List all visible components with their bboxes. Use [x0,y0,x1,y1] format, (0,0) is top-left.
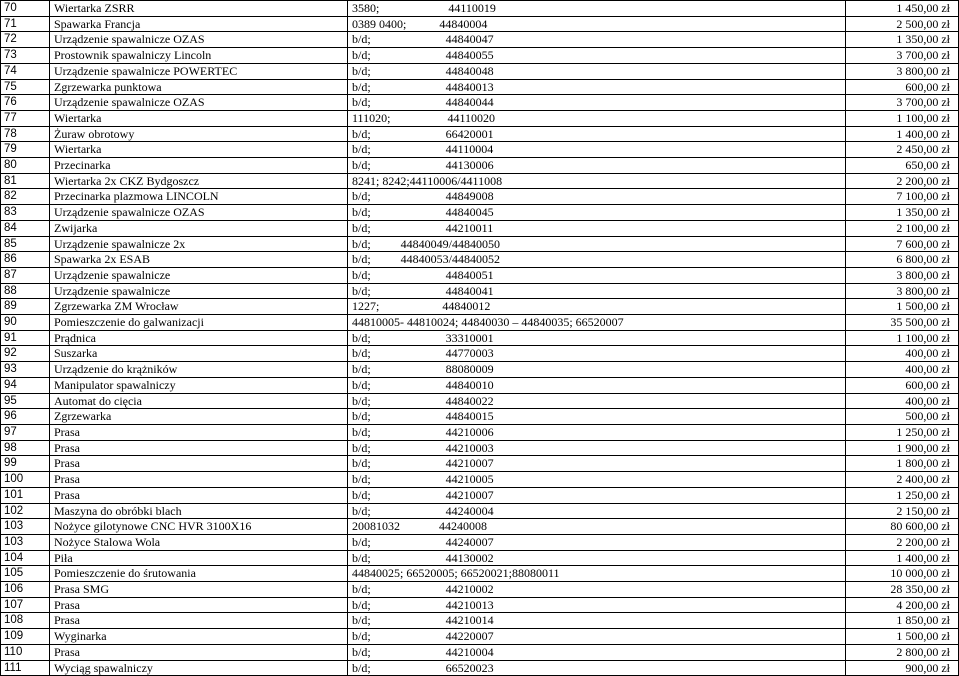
table-row [1,63,959,79]
item-name-cell: Urządzenie spawalnicze [50,283,348,299]
item-identifier-cell: b/d; 44840013 [348,79,846,95]
table-row [1,126,959,142]
row-number-cell: 99 [1,456,50,472]
row-number-cell: 100 [1,472,50,488]
item-identifier-cell: 111020; 44110020 [348,110,846,126]
row-number-cell: 78 [1,126,50,142]
item-name-cell: Żuraw obrotowy [50,126,348,142]
item-name-cell: Prasa [50,613,348,629]
table-row [1,1,959,17]
item-identifier-cell: 3580; 44110019 [348,1,846,17]
item-identifier-cell: b/d; 44210006 [348,424,846,440]
item-value-cell: 1 500,00 zł [846,629,959,645]
table-row [1,220,959,236]
item-value-cell: 1 400,00 zł [846,126,959,142]
table-row [1,236,959,252]
item-name-cell: Nożyce Stalowa Wola [50,534,348,550]
row-number-cell: 70 [1,1,50,17]
item-name-cell: Wiertarka 2x CKZ Bydgoszcz [50,173,348,189]
row-number-cell: 89 [1,299,50,315]
row-number-cell: 105 [1,566,50,582]
table-row [1,660,959,676]
row-number-cell: 81 [1,173,50,189]
item-value-cell: 600,00 zł [846,377,959,393]
item-name-cell: Urządzenie spawalnicze POWERTEC [50,63,348,79]
item-name-cell: Prasa [50,597,348,613]
item-name-cell: Urządzenie spawalnicze 2x [50,236,348,252]
item-value-cell: 400,00 zł [846,362,959,378]
item-identifier-cell: b/d; 44240007 [348,534,846,550]
row-number-cell: 90 [1,315,50,331]
item-identifier-cell: 20081032 44240008 [348,519,846,535]
item-identifier-cell: b/d; 44210007 [348,456,846,472]
item-value-cell: 4 200,00 zł [846,597,959,613]
item-identifier-cell: b/d; 44849008 [348,189,846,205]
item-value-cell: 80 600,00 zł [846,519,959,535]
item-value-cell: 1 900,00 zł [846,440,959,456]
item-name-cell: Manipulator spawalniczy [50,377,348,393]
row-number-cell: 98 [1,440,50,456]
table-row [1,158,959,174]
table-row [1,409,959,425]
row-number-cell: 79 [1,142,50,158]
item-name-cell: Prasa [50,456,348,472]
item-identifier-cell: b/d; 44840049/44840050 [348,236,846,252]
row-number-cell: 87 [1,267,50,283]
item-name-cell: Wiertarka ZSRR [50,1,348,17]
table-row [1,629,959,645]
table-row [1,267,959,283]
item-identifier-cell: b/d; 44770003 [348,346,846,362]
item-identifier-cell: b/d; 44210002 [348,582,846,598]
table-row [1,487,959,503]
row-number-cell: 86 [1,252,50,268]
item-name-cell: Urządzenie spawalnicze OZAS [50,32,348,48]
item-value-cell: 650,00 zł [846,158,959,174]
item-name-cell: Prądnica [50,330,348,346]
item-value-cell: 10 000,00 zł [846,566,959,582]
table-row [1,95,959,111]
item-name-cell: Spawarka Francja [50,16,348,32]
item-value-cell: 1 500,00 zł [846,299,959,315]
item-value-cell: 3 800,00 zł [846,267,959,283]
row-number-cell: 92 [1,346,50,362]
item-value-cell: 6 800,00 zł [846,252,959,268]
item-value-cell: 1 250,00 zł [846,424,959,440]
item-name-cell: Urządzenie spawalnicze [50,267,348,283]
item-value-cell: 3 700,00 zł [846,95,959,111]
item-name-cell: Wiertarka [50,110,348,126]
item-name-cell: Prasa [50,644,348,660]
row-number-cell: 103 [1,534,50,550]
table-row [1,173,959,189]
item-identifier-cell: b/d; 44840053/44840052 [348,252,846,268]
item-value-cell: 28 350,00 zł [846,582,959,598]
item-name-cell: Prasa [50,487,348,503]
row-number-cell: 76 [1,95,50,111]
table-row [1,362,959,378]
row-number-cell: 88 [1,283,50,299]
item-name-cell: Prasa [50,424,348,440]
item-name-cell: Piła [50,550,348,566]
table-row [1,456,959,472]
table-row [1,534,959,550]
table-row [1,79,959,95]
row-number-cell: 108 [1,613,50,629]
item-value-cell: 1 450,00 zł [846,1,959,17]
item-identifier-cell: b/d; 44210014 [348,613,846,629]
inventory-table-body [1,1,959,676]
row-number-cell: 82 [1,189,50,205]
table-row [1,644,959,660]
item-identifier-cell: b/d; 44840041 [348,283,846,299]
item-identifier-cell: b/d; 44210007 [348,487,846,503]
item-value-cell: 500,00 zł [846,409,959,425]
item-value-cell: 600,00 zł [846,79,959,95]
row-number-cell: 74 [1,63,50,79]
item-value-cell: 1 100,00 zł [846,110,959,126]
item-name-cell: Wiertarka [50,142,348,158]
item-name-cell: Maszyna do obróbki blach [50,503,348,519]
item-identifier-cell: b/d; 33310001 [348,330,846,346]
item-name-cell: Wyginarka [50,629,348,645]
item-identifier-cell: b/d; 44840055 [348,48,846,64]
item-value-cell: 1 350,00 zł [846,32,959,48]
row-number-cell: 104 [1,550,50,566]
item-identifier-cell: b/d; 44210013 [348,597,846,613]
item-value-cell: 2 200,00 zł [846,534,959,550]
table-row [1,393,959,409]
row-number-cell: 73 [1,48,50,64]
item-identifier-cell: b/d; 44840048 [348,63,846,79]
table-row [1,440,959,456]
item-identifier-cell: b/d; 44840045 [348,205,846,221]
table-row [1,377,959,393]
table-row [1,283,959,299]
row-number-cell: 71 [1,16,50,32]
item-value-cell: 1 350,00 zł [846,205,959,221]
item-name-cell: Przecinarka [50,158,348,174]
item-value-cell: 1 100,00 zł [846,330,959,346]
item-identifier-cell: b/d; 66520023 [348,660,846,676]
row-number-cell: 101 [1,487,50,503]
table-row [1,519,959,535]
item-value-cell: 1 850,00 zł [846,613,959,629]
item-value-cell: 900,00 zł [846,660,959,676]
item-identifier-cell: b/d; 44210011 [348,220,846,236]
item-name-cell: Prasa SMG [50,582,348,598]
item-value-cell: 400,00 zł [846,346,959,362]
item-value-cell: 3 800,00 zł [846,283,959,299]
item-identifier-cell: b/d; 44840022 [348,393,846,409]
item-identifier-cell: b/d; 44130002 [348,550,846,566]
row-number-cell: 96 [1,409,50,425]
row-number-cell: 80 [1,158,50,174]
item-value-cell: 2 150,00 zł [846,503,959,519]
table-row [1,252,959,268]
table-row [1,582,959,598]
item-name-cell: Urządzenie do krążników [50,362,348,378]
item-name-cell: Automat do cięcia [50,393,348,409]
table-row [1,503,959,519]
item-name-cell: Prasa [50,440,348,456]
table-row [1,550,959,566]
item-value-cell: 2 450,00 zł [846,142,959,158]
row-number-cell: 109 [1,629,50,645]
item-name-cell: Nożyce gilotynowe CNC HVR 3100X16 [50,519,348,535]
item-name-cell: Pomieszczenie do śrutowania [50,566,348,582]
table-row [1,472,959,488]
item-name-cell: Urządzenie spawalnicze OZAS [50,95,348,111]
row-number-cell: 97 [1,424,50,440]
item-identifier-cell: 44810005- 44810024; 44840030 – 44840035; 66520007 [348,315,846,331]
item-identifier-cell: b/d; 44840010 [348,377,846,393]
item-identifier-cell: b/d; 44840051 [348,267,846,283]
item-value-cell: 2 500,00 zł [846,16,959,32]
item-identifier-cell: b/d; 44210004 [348,644,846,660]
row-number-cell: 83 [1,205,50,221]
item-identifier-cell: b/d; 44240004 [348,503,846,519]
table-row [1,299,959,315]
item-name-cell: Urządzenie spawalnicze OZAS [50,205,348,221]
item-value-cell: 2 200,00 zł [846,173,959,189]
item-value-cell: 3 800,00 zł [846,63,959,79]
item-name-cell: Zgrzewarka ZM Wrocław [50,299,348,315]
table-row [1,566,959,582]
item-identifier-cell: b/d; 44840015 [348,409,846,425]
item-name-cell: Wyciąg spawalniczy [50,660,348,676]
table-row [1,142,959,158]
item-name-cell: Przecinarka plazmowa LINCOLN [50,189,348,205]
table-row [1,110,959,126]
item-value-cell: 7 100,00 zł [846,189,959,205]
item-value-cell: 35 500,00 zł [846,315,959,331]
item-identifier-cell: b/d; 44130006 [348,158,846,174]
item-value-cell: 1 250,00 zł [846,487,959,503]
item-identifier-cell: 44840025; 66520005; 66520021;88080011 [348,566,846,582]
item-name-cell: Prasa [50,472,348,488]
table-row [1,424,959,440]
table-row [1,597,959,613]
row-number-cell: 91 [1,330,50,346]
row-number-cell: 103 [1,519,50,535]
row-number-cell: 106 [1,582,50,598]
row-number-cell: 110 [1,644,50,660]
item-name-cell: Zwijarka [50,220,348,236]
item-name-cell: Pomieszczenie do galwanizacji [50,315,348,331]
item-identifier-cell: 1227; 44840012 [348,299,846,315]
item-identifier-cell: 0389 0400; 44840004 [348,16,846,32]
table-row [1,16,959,32]
row-number-cell: 94 [1,377,50,393]
item-value-cell: 3 700,00 zł [846,48,959,64]
table-row [1,330,959,346]
table-row [1,32,959,48]
item-identifier-cell: b/d; 44840047 [348,32,846,48]
row-number-cell: 93 [1,362,50,378]
item-identifier-cell: b/d; 44840044 [348,95,846,111]
row-number-cell: 72 [1,32,50,48]
table-row [1,189,959,205]
table-row [1,613,959,629]
item-name-cell: Spawarka 2x ESAB [50,252,348,268]
item-value-cell: 400,00 zł [846,393,959,409]
row-number-cell: 95 [1,393,50,409]
item-identifier-cell: b/d; 44210003 [348,440,846,456]
item-identifier-cell: b/d; 44220007 [348,629,846,645]
table-row [1,346,959,362]
item-value-cell: 2 400,00 zł [846,472,959,488]
item-name-cell: Zgrzewarka [50,409,348,425]
row-number-cell: 111 [1,660,50,676]
item-value-cell: 2 800,00 zł [846,644,959,660]
item-value-cell: 2 100,00 zł [846,220,959,236]
table-row [1,48,959,64]
table-row [1,205,959,221]
item-name-cell: Suszarka [50,346,348,362]
row-number-cell: 85 [1,236,50,252]
item-identifier-cell: b/d; 44110004 [348,142,846,158]
row-number-cell: 84 [1,220,50,236]
row-number-cell: 77 [1,110,50,126]
item-identifier-cell: 8241; 8242;44110006/4411008 [348,173,846,189]
table-row [1,315,959,331]
item-name-cell: Zgrzewarka punktowa [50,79,348,95]
item-value-cell: 1 800,00 zł [846,456,959,472]
row-number-cell: 107 [1,597,50,613]
row-number-cell: 75 [1,79,50,95]
row-number-cell: 102 [1,503,50,519]
item-identifier-cell: b/d; 44210005 [348,472,846,488]
item-name-cell: Prostownik spawalniczy Lincoln [50,48,348,64]
item-value-cell: 1 400,00 zł [846,550,959,566]
item-identifier-cell: b/d; 66420001 [348,126,846,142]
item-value-cell: 7 600,00 zł [846,236,959,252]
item-identifier-cell: b/d; 88080009 [348,362,846,378]
